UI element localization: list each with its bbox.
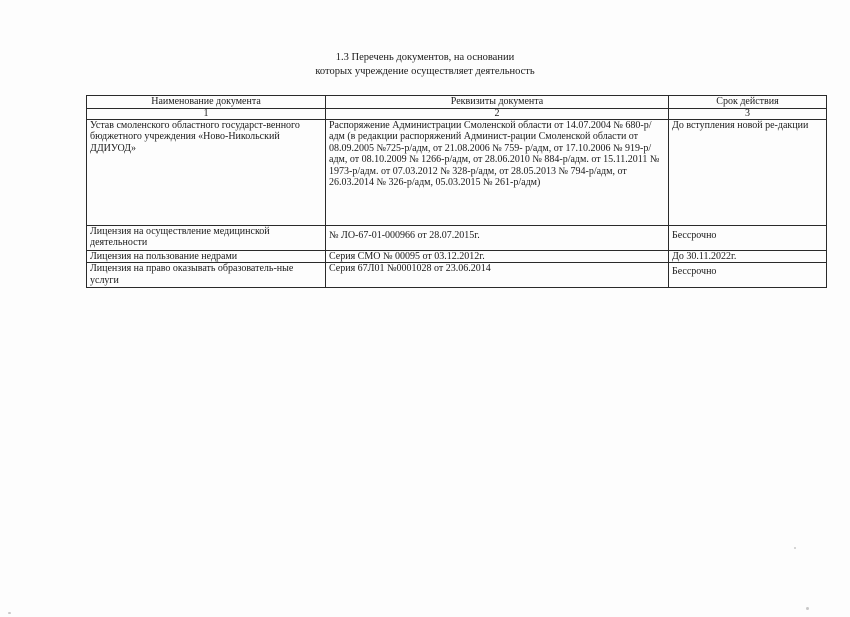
cell-validity-term: До 30.11.2022г. [669, 250, 827, 263]
documents-table [86, 95, 827, 288]
cell-document-details: Серия СМО № 00095 от 03.12.2012г. [326, 250, 669, 263]
column-number-3: 3 [669, 108, 827, 119]
cell-document-name: Устав смоленского областного государст-венного бюджетного учреждения «Ново-Никольский ДДИУОД» [87, 119, 326, 225]
cell-document-details: № ЛО-67-01-000966 от 28.07.2015г. [326, 225, 669, 250]
section-title-line-1: 1.3 Перечень документов, на основании [335, 52, 515, 63]
table-row [87, 263, 827, 288]
cell-document-details: Распоряжение Администрации Смоленской области от 14.07.2004 № 680-р/адм (в редакции распоряжений Админист-рации Смоленской области от 08.09.2005 №725-р/адм, от 21.08.2006 № 759- р/адм, от 17.10.2006 № 919-р/адм, от 08.10.2009 № 1266-р/адм, от 28.06.2010 № 884-р/адм. от 15.11.2011 № 1973-р/адм. от 07.03.2012 № 328-р/адм, от 28.05.2013 № 794-р/адм, от 26.03.2014 № 326-р/адм, 05.03.2015 № 261-р/адм) [326, 119, 669, 225]
column-number-2: 2 [326, 108, 669, 119]
table-row [87, 225, 827, 250]
cell-document-name: Лицензия на осуществление медицинской деятельности [87, 225, 326, 250]
table-header-row [87, 96, 827, 109]
table-column-numbers-row [87, 108, 827, 119]
cell-document-details: Серия 67Л01 №0001028 от 23.06.2014 [326, 263, 669, 288]
header-document-details: Реквизиты документа [326, 96, 669, 109]
scan-speck [806, 607, 809, 610]
column-number-1: 1 [87, 108, 326, 119]
section-title-line-2: которых учреждение осуществляет деятельность [315, 66, 535, 77]
section-title [0, 51, 850, 79]
scan-speck [8, 612, 11, 614]
cell-document-name: Лицензия на право оказывать образователь-ные услуги [87, 263, 326, 288]
scan-speck [794, 547, 796, 549]
cell-validity-term: Бессрочно [669, 225, 827, 250]
header-document-name: Наименование документа [87, 96, 326, 109]
cell-document-name: Лицензия на пользование недрами [87, 250, 326, 263]
table-row [87, 119, 827, 225]
table-row [87, 250, 827, 263]
header-validity-term: Срок действия [669, 96, 827, 109]
cell-validity-term: Бессрочно [669, 263, 827, 288]
cell-validity-term: До вступления новой ре-дакции [669, 119, 827, 225]
